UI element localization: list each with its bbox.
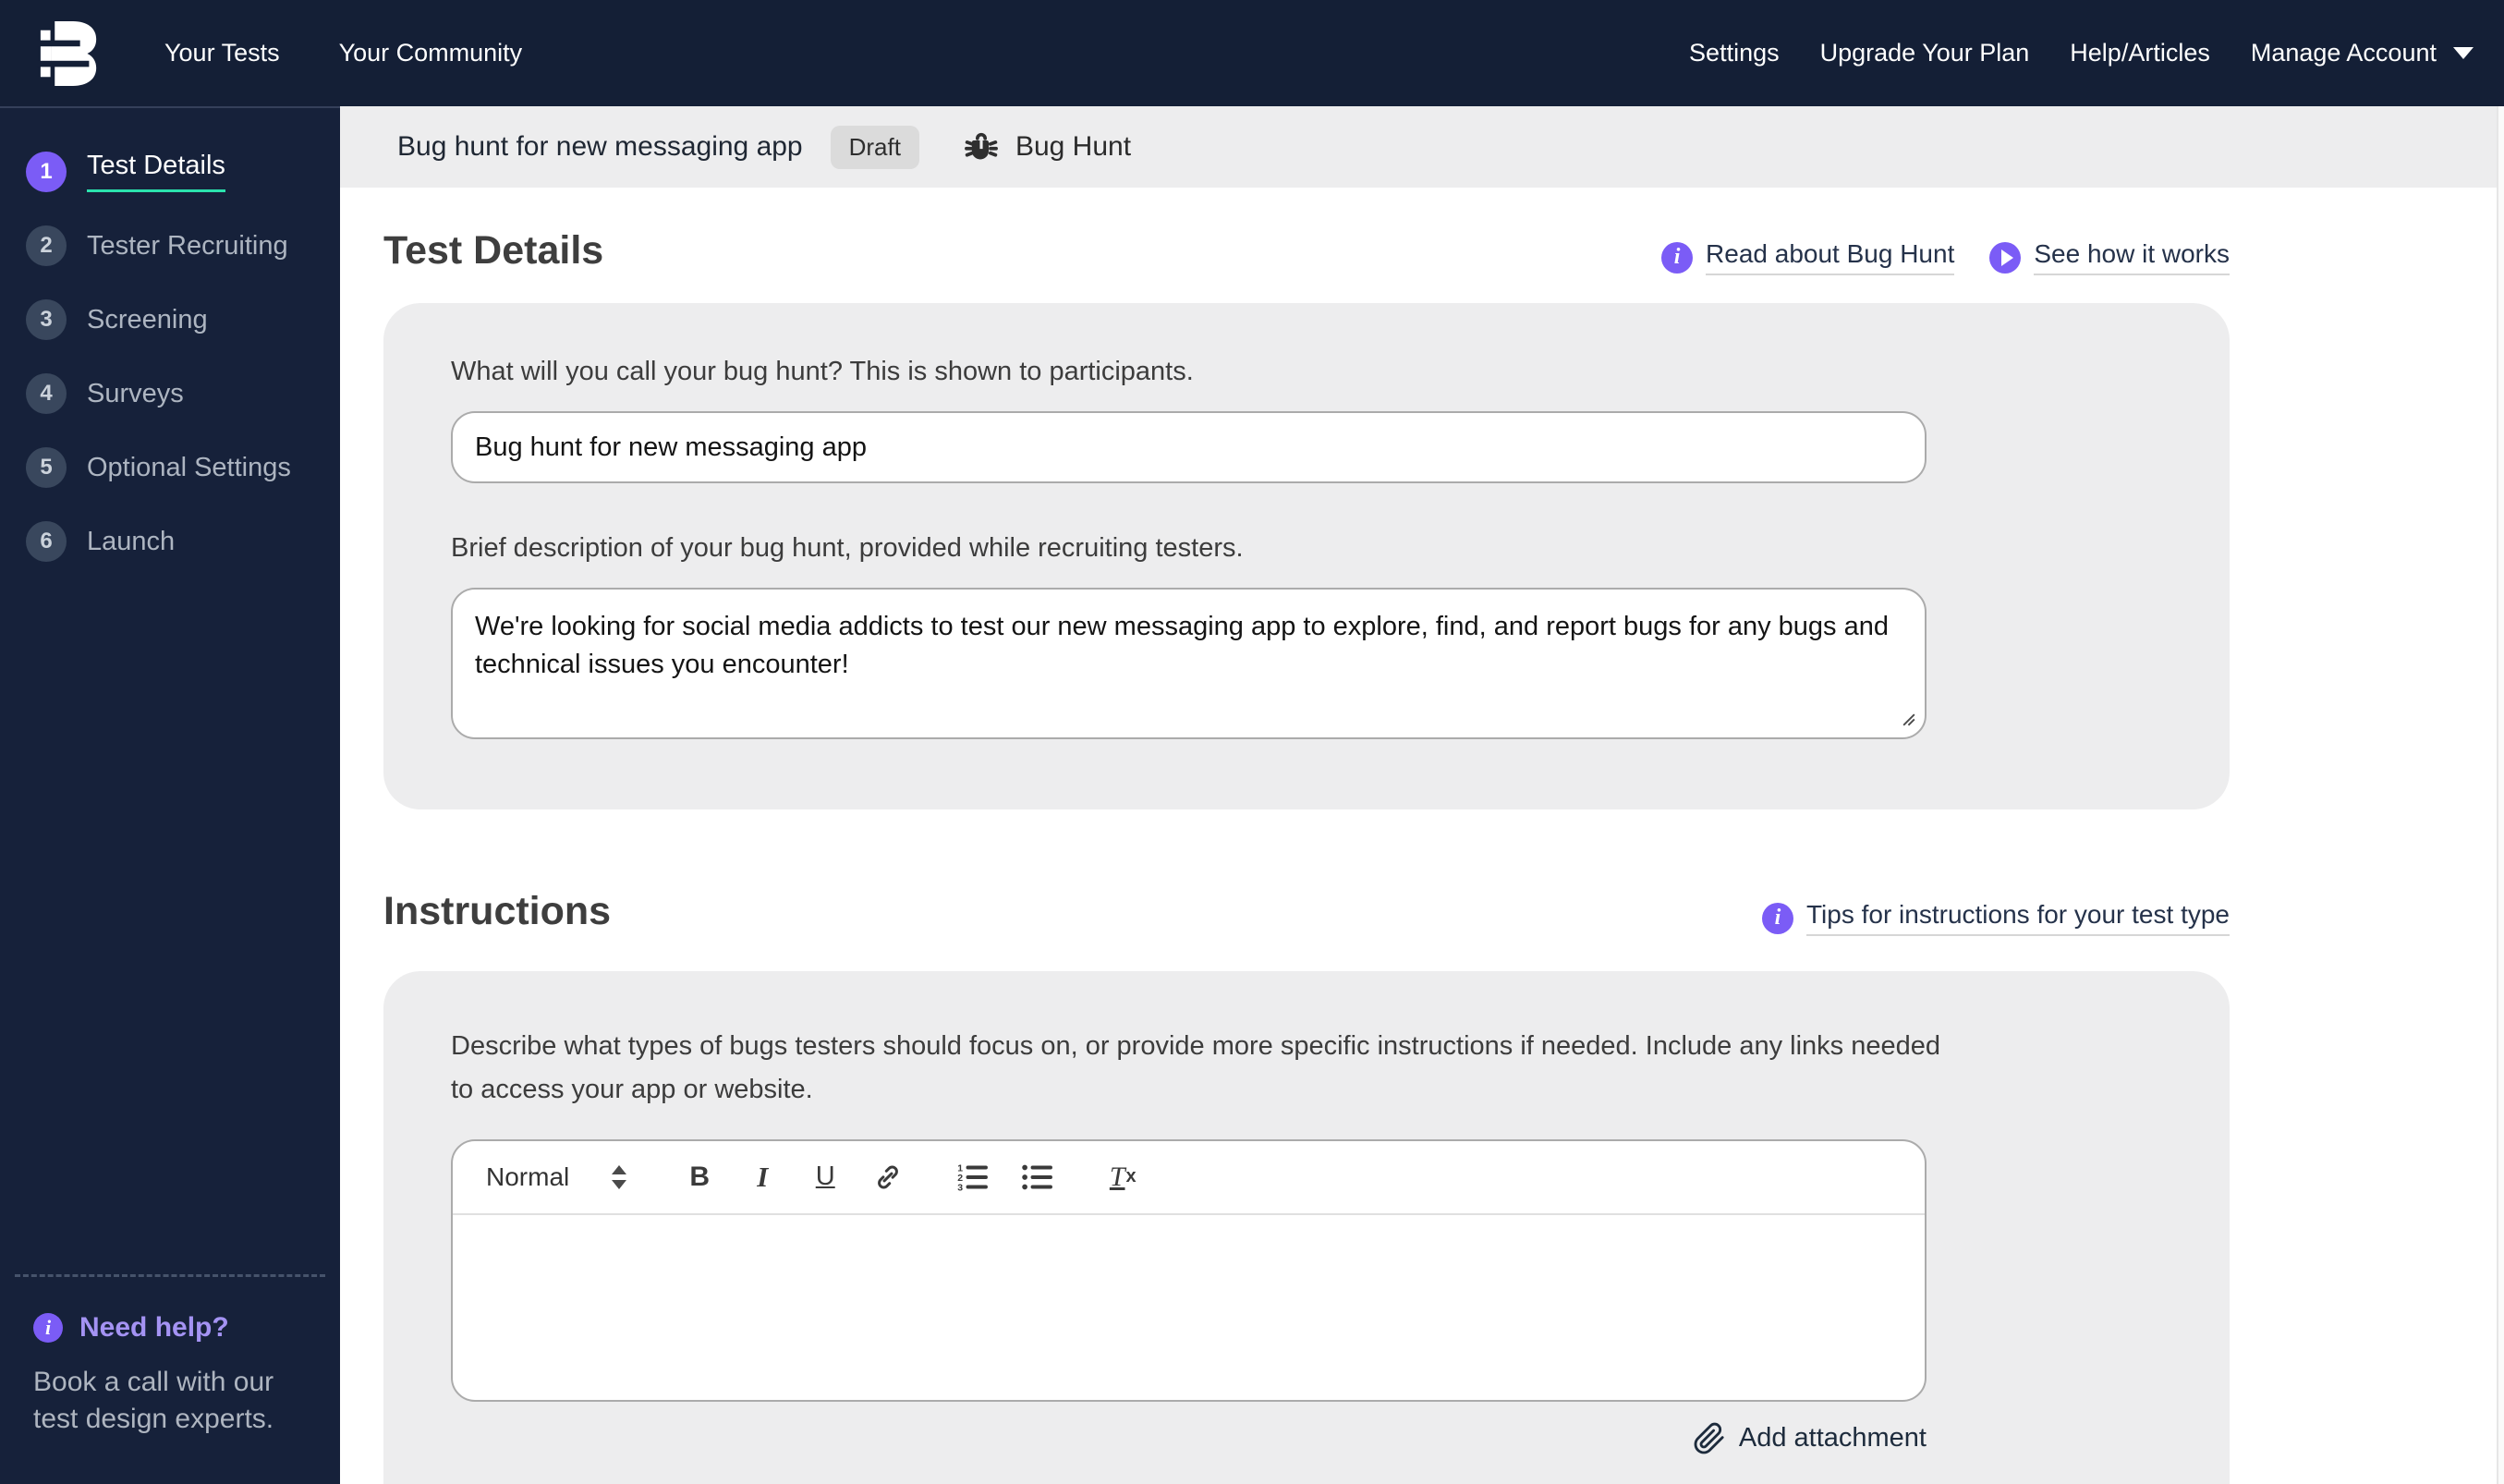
sidebar-step-test-details[interactable]: [26, 151, 340, 192]
content-column: [340, 228, 2230, 1484]
svg-text:1: 1: [957, 1162, 964, 1174]
test-type-label: Bug Hunt: [1015, 131, 1132, 162]
instructions-prompt-label: Describe what types of bugs testers should focus on, or provide more specific instructions if needed. Include any links needed to access your app or website.: [451, 1031, 1940, 1104]
step-label: Launch: [87, 526, 176, 556]
nav-item-your-community[interactable]: Your Community: [338, 39, 523, 67]
nav-item-upgrade-plan[interactable]: Upgrade Your Plan: [1819, 39, 2030, 67]
info-icon: i: [1661, 242, 1693, 274]
step-label: Screening: [87, 304, 208, 335]
sidebar-step-optional-settings[interactable]: [26, 447, 340, 488]
nav-item-settings[interactable]: Settings: [1689, 39, 1780, 67]
logo-b-icon[interactable]: [37, 18, 102, 90]
caret-down-icon: [2453, 47, 2474, 59]
nav-right-group: [1689, 39, 2474, 67]
add-attachment-button[interactable]: [451, 1422, 1927, 1455]
play-icon: [1989, 242, 2021, 274]
nav-left-group: [164, 39, 522, 67]
step-number-badge: 5: [26, 447, 67, 488]
top-nav: [0, 0, 2504, 106]
manage-account-label: Manage Account: [2250, 39, 2437, 67]
step-number-badge: 2: [26, 225, 67, 266]
main-panel: [340, 106, 2497, 1484]
step-number-badge: 6: [26, 521, 67, 562]
list-format-group: [955, 1162, 1053, 1192]
rich-text-editor: [451, 1139, 1927, 1402]
editor-toolbar: [453, 1141, 1925, 1215]
test-details-section-head: [383, 228, 2230, 275]
head-links: [1762, 900, 2230, 936]
need-help-description: Book a call with our test design experts.: [33, 1367, 274, 1435]
test-header-bar: [340, 106, 2497, 188]
section-title-instructions: Instructions: [383, 889, 612, 933]
svg-text:3: 3: [957, 1182, 964, 1192]
description-textarea[interactable]: [451, 588, 1927, 739]
step-label: Test Details: [87, 151, 225, 192]
nav-item-help-articles[interactable]: Help/Articles: [2070, 39, 2210, 67]
instructions-tips-link[interactable]: [1762, 900, 2230, 936]
updown-arrows-icon: [612, 1165, 626, 1189]
unordered-list-icon: [1020, 1162, 1053, 1192]
tips-link-label: Tips for instructions for your test type: [1806, 900, 2230, 936]
clear-formatting-button[interactable]: T x: [1109, 1161, 1137, 1192]
nav-item-manage-account[interactable]: [2251, 39, 2474, 67]
section-title-test-details: Test Details: [383, 228, 604, 273]
need-help-link[interactable]: [33, 1312, 340, 1344]
vertical-scrollbar[interactable]: [2497, 106, 2504, 1484]
see-how-it-works-link[interactable]: [1989, 239, 2230, 275]
step-label: Surveys: [87, 378, 184, 408]
read-about-bug-hunt-link[interactable]: [1661, 239, 1954, 275]
step-number-badge: 1: [26, 152, 67, 192]
format-dropdown-value: Normal: [486, 1162, 570, 1191]
sidebar-step-launch[interactable]: [26, 521, 340, 562]
bold-button[interactable]: B: [689, 1161, 711, 1192]
underline-button[interactable]: U: [815, 1162, 835, 1192]
format-dropdown[interactable]: [486, 1162, 626, 1192]
editor-content-area[interactable]: [453, 1215, 1925, 1400]
test-type-group: [962, 128, 1131, 166]
link-button[interactable]: [872, 1162, 904, 1193]
test-details-card: [383, 303, 2230, 809]
sidebar-step-screening[interactable]: [26, 299, 340, 340]
need-help-label: Need help?: [79, 1312, 229, 1344]
description-question-label: Brief description of your bug hunt, provided while recruiting testers.: [451, 533, 1244, 563]
clear-formatting-icon: T: [1109, 1161, 1125, 1192]
dashed-divider: [15, 1274, 325, 1277]
unordered-list-button[interactable]: [1020, 1162, 1053, 1192]
read-link-label: Read about Bug Hunt: [1706, 239, 1954, 275]
link-icon: [872, 1162, 904, 1193]
info-icon: i: [1762, 903, 1793, 934]
sidebar-step-tester-recruiting[interactable]: [26, 225, 340, 266]
head-links: [1661, 239, 2230, 275]
nav-item-your-tests[interactable]: Your Tests: [164, 39, 280, 67]
step-list: [0, 151, 340, 595]
instructions-section-head: [383, 889, 2230, 936]
steps-sidebar: [0, 106, 340, 1484]
step-label: Tester Recruiting: [87, 230, 288, 261]
name-question-label: What will you call your bug hunt? This is shown to participants.: [451, 357, 1194, 386]
need-help-box: [0, 1274, 340, 1484]
ordered-list-icon: [955, 1162, 989, 1192]
status-badge: Draft: [831, 126, 919, 169]
instructions-card: [383, 971, 2230, 1484]
resize-handle-icon[interactable]: [1902, 713, 1915, 726]
inline-format-group: [684, 1161, 904, 1194]
test-name-input[interactable]: [451, 411, 1927, 483]
description-textarea-wrap: [451, 588, 1927, 739]
demo-link-label: See how it works: [2034, 239, 2230, 275]
bug-icon: [962, 128, 1001, 166]
step-number-badge: 4: [26, 373, 67, 414]
step-number-badge: 3: [26, 299, 67, 340]
paperclip-icon: [1693, 1422, 1726, 1455]
italic-button[interactable]: I: [757, 1160, 769, 1193]
test-title: Bug hunt for new messaging app: [397, 131, 803, 162]
ordered-list-button[interactable]: [955, 1162, 989, 1192]
step-label: Optional Settings: [87, 452, 291, 482]
add-attachment-label: Add attachment: [1738, 1423, 1927, 1454]
sidebar-step-surveys[interactable]: [26, 373, 340, 414]
clear-format-group: [1107, 1162, 1138, 1193]
svg-text:2: 2: [957, 1172, 964, 1184]
info-icon: i: [33, 1313, 63, 1343]
